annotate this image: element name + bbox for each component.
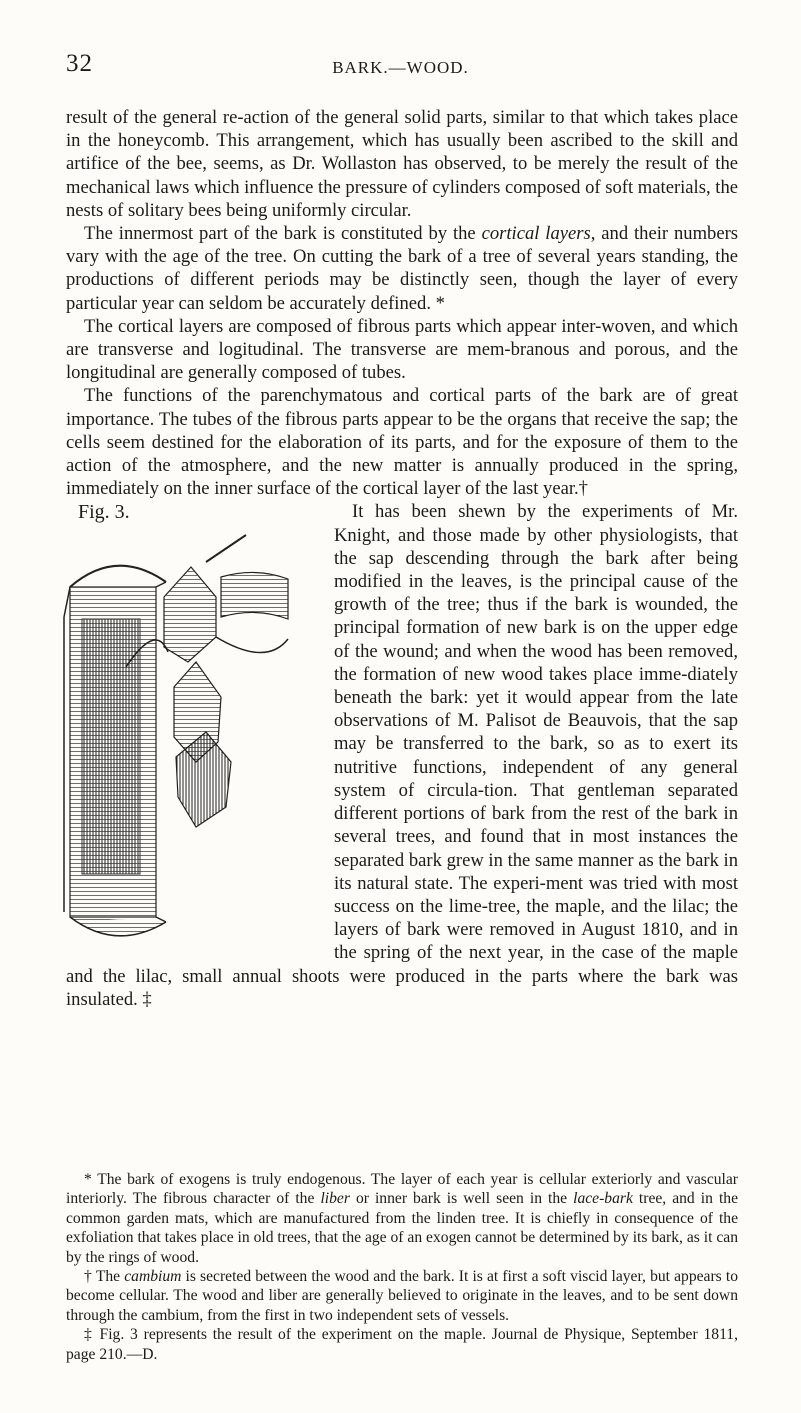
footnote-fig3: ‡ Fig. 3 represents the result of the experiment on the maple. Journal de Physique, September 1811, page 210.—D. <box>66 1326 738 1363</box>
maple-bark-illustration <box>56 527 326 952</box>
paragraph-continuation: result of the general re-action of the general solid parts, similar to that which takes place in the honeycomb. This arrangement, which has usually been ascribed to the skill and artifice of the bee, seems, as Dr. Wollaston has observed, to be merely the result of the mechanical laws which influence the pressure of cylinders composed of soft materials, the nests of solitary bees being uniformly circular. <box>66 107 738 221</box>
running-title: BARK.—WOOD. <box>332 58 469 77</box>
footnote-exogens: * The bark of exogens is truly endogenous. The layer of each year is cellular exteriorly and vascular interiorly. The fibrous character of the liber or inner bark is well seen in the lace-bark tree, and in the common garden mats, which are manufactured from the linden tree. It is chiefly in consequence of the exfoliation that takes place in old trees, that the age of an exogen cannot be determined by its bark, as it can by the rings of wood. <box>66 1171 738 1266</box>
page-number: 32 <box>66 50 93 77</box>
figure-label: Fig. 3. <box>78 501 130 524</box>
paragraph-experiments: It has been shewn by the experiments of Mr. Knight, and those made by other physiologists, that the sap descending through the bark after being modified in the leaves, is the principal cause of the growth of the tree; thus if the bark is wounded, the principal formation of new bark is on the upper edge of the wound; and when the wood has been removed, the formation of new wood takes place imme-diately beneath the bark: yet it would appear from the late observations of M. Palisot de Beauvois, that the sap may be transferred to the bark, so as to exert its nutritive functions, independent of any general system of circula-tion. That gentleman separated different portions of bark from the rest of the bark in several trees, and found that in most instances the separated bark grew in the same manner as the bark in its natural state. The experi-ment was tried with most success on the lime-tree, the maple, and the lilac; the layers of bark were removed in August 1810, and in the spring of the next year, in the case of the maple and the lilac, small annual shoots were produced in the parts where the bark was insulated. ‡ <box>66 501 738 1010</box>
paragraph-functions: The functions of the parenchymatous and cortical parts of the bark are of great importance. The tubes of the fibrous parts appear to be the organs that receive the sap; the cells seem destined for the elaboration of its parts, and for the exposure of them to the action of the atmosphere, and the new matter is annually produced in the spring, immediately on the inner surface of the cortical layer of the last year.† <box>66 385 738 500</box>
paragraph-cortical-layers: The innermost part of the bark is constituted by the cortical layers, and their numbers vary with the age of the tree. On cutting the bark of a tree of several years standing, the productions of different periods may be distinctly seen, though the layer of every particular year can seldom be accurately defined. * <box>66 223 739 314</box>
body-text <box>66 106 738 1011</box>
footnote-cambium: † The cambium is secreted between the wood and the bark. It is at first a soft viscid layer, but appears to become cellular. The wood and liber are generally believed to originate in the leaves, and to be sent down through the cambium, from the first in two independent sets of vessels. <box>66 1268 738 1324</box>
footnotes <box>66 1170 738 1364</box>
paragraph-cortical-composition: The cortical layers are composed of fibrous parts which appear inter-woven, and which are transverse and logitudinal. The transverse are mem-branous and porous, and the longitudinal are generally composed of tubes. <box>66 315 738 384</box>
figure-3 <box>56 501 326 956</box>
